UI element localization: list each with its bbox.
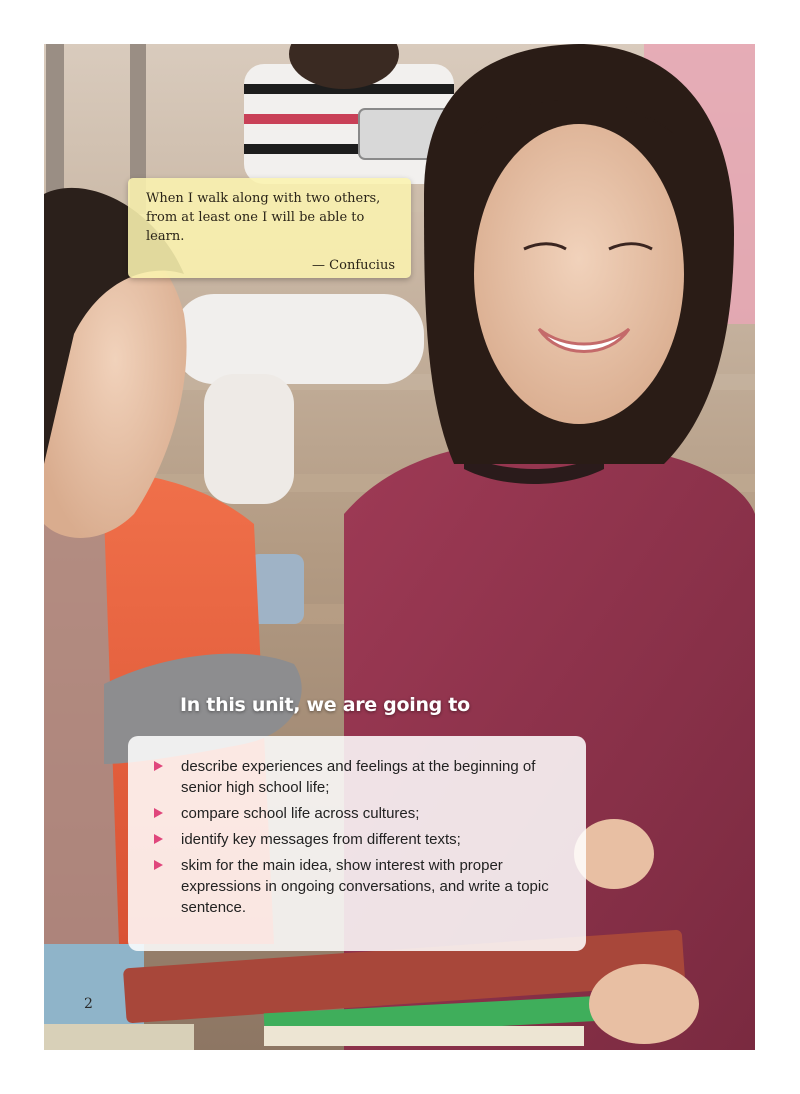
quote-box <box>128 178 411 278</box>
unit-goal-text: compare school life across cultures; <box>181 805 420 822</box>
unit-goal-item <box>154 756 566 798</box>
triangle-right-icon <box>154 834 163 844</box>
unit-goals-list <box>154 756 566 918</box>
unit-goal-text: identify key messages from different texts; <box>181 831 461 848</box>
unit-goal-text: skim for the main idea, show interest with proper expressions in ongoing conversations, and write a topic sentence. <box>181 857 549 916</box>
unit-goals-box <box>128 736 586 951</box>
page-number: 2 <box>84 996 93 1012</box>
triangle-right-icon <box>154 808 163 818</box>
unit-goal-item <box>154 829 566 850</box>
triangle-right-icon <box>154 761 163 771</box>
quote-author: — Confucius <box>312 258 395 273</box>
triangle-right-icon <box>154 860 163 870</box>
unit-goal-text: describe experiences and feelings at the beginning of senior high school life; <box>181 758 536 796</box>
unit-objectives-heading: In this unit, we are going to <box>180 694 470 716</box>
unit-goal-item <box>154 855 566 918</box>
quote-text: When I walk along with two others, from at least one I will be able to learn. <box>146 191 381 244</box>
unit-goal-item <box>154 803 566 824</box>
